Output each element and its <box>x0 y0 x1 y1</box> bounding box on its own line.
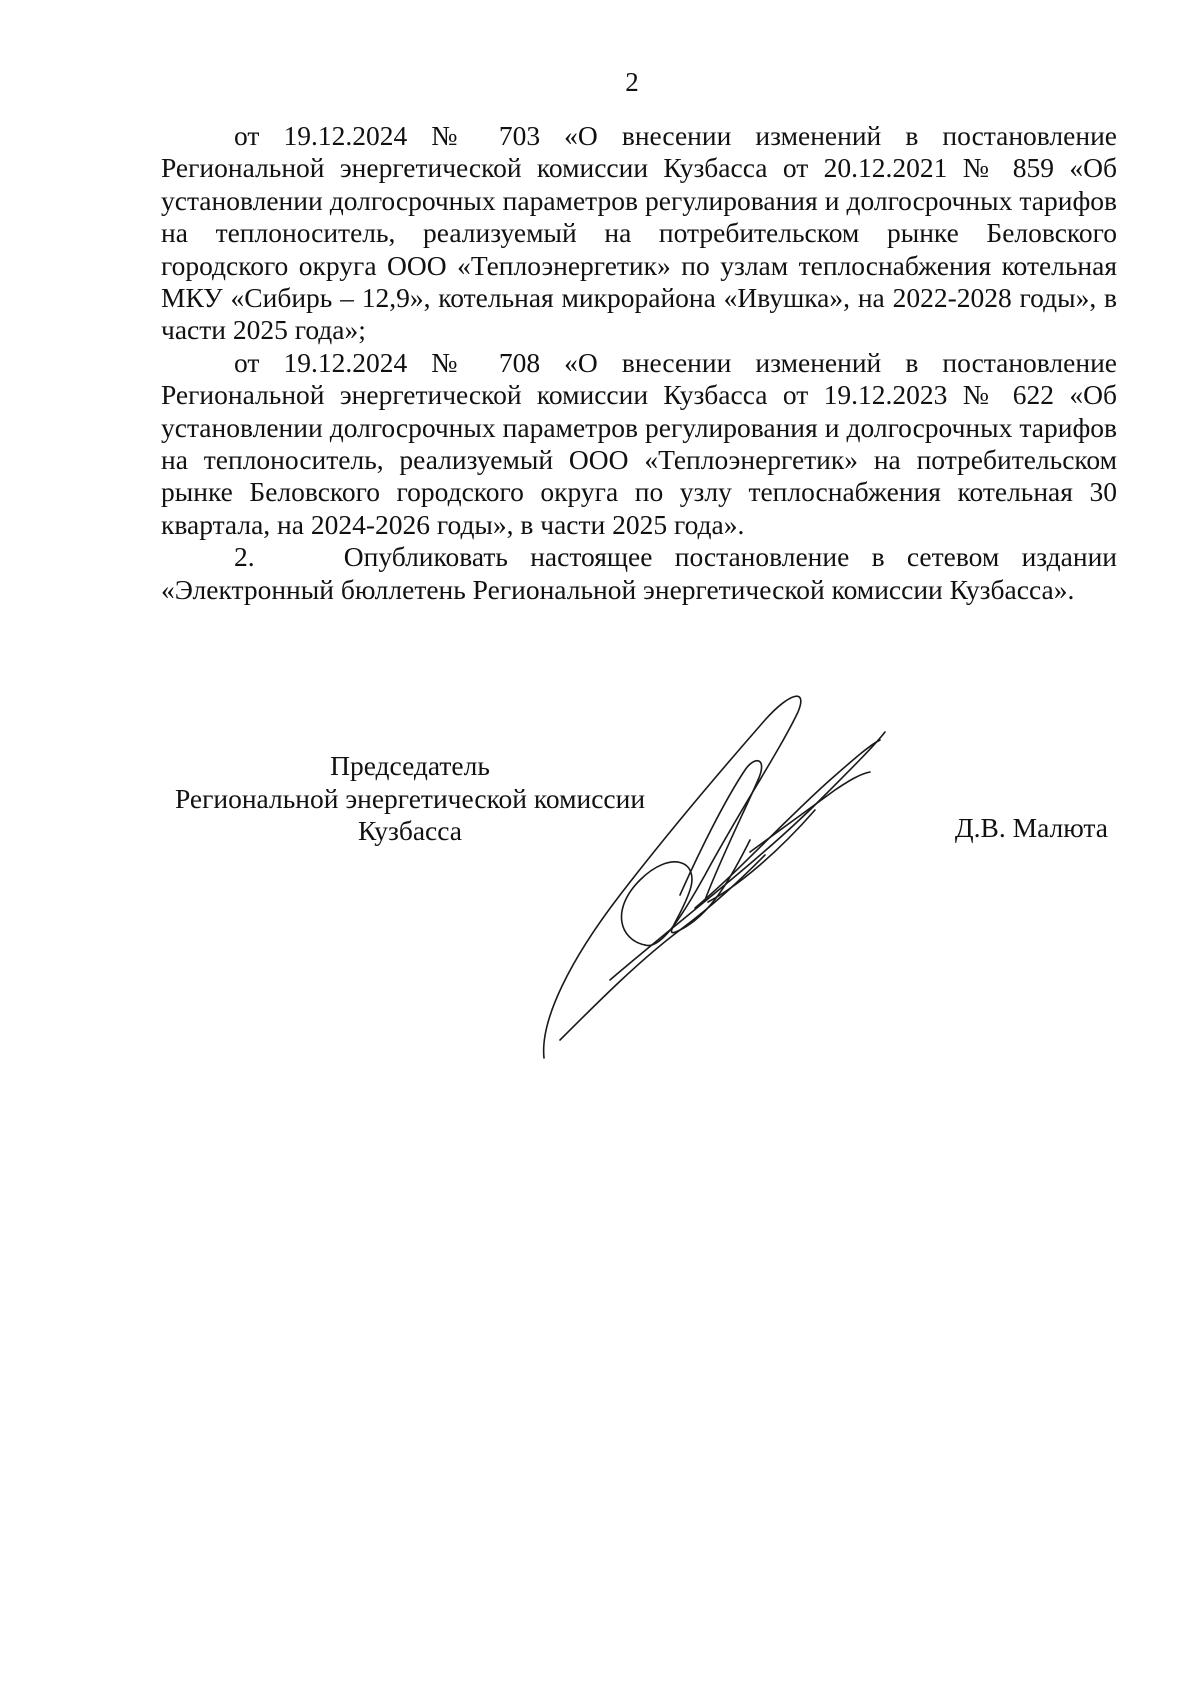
handwritten-signature <box>540 690 970 1070</box>
paragraph-resolution-703: от 19.12.2024 № 703 «О внесении изменений в постановление Региональной энергетической комиссии Кузбасса от 20.12.2021 № 859 «Об установлении долгосрочных параметров регулирования и долгосрочных тарифов на теплоноситель, реализуемый на потребительском рынке Беловского городского округа ООО «Теплоэнергетик» по узлам теплоснабжения котельная МКУ «Сибирь – 12,9», котельная микрорайона «Ивушка», на 2022-2028 годы», в части 2025 года»; <box>161 120 1117 346</box>
document-body <box>161 120 1124 606</box>
signatory-position-line-2: Региональной энергетической комиссии <box>174 782 646 814</box>
signatory-name: Д.В. Малюта <box>954 812 1108 843</box>
paragraph-resolution-708: от 19.12.2024 № 708 «О внесении изменений в постановление Региональной энергетической комиссии Кузбасса от 19.12.2023 № 622 «Об установлении долгосрочных параметров регулирования и долгосрочных тарифов на теплоноситель, реализуемый ООО «Теплоэнергетик» на потребительском рынке Беловского городского округа по узлу теплоснабжения котельная 30 квартала, на 2024-2026 годы», в части 2025 года». <box>161 346 1117 540</box>
signatory-position-line-1: Председатель <box>330 750 490 781</box>
page-number: 2 <box>625 67 639 97</box>
signatory-position-line-3: Кузбасса <box>357 815 463 846</box>
paragraph-publication-clause: 2. Опубликовать настоящее постановление в сетевом издании «Электронный бюллетень Региональной энергетической комиссии Кузбасса». <box>161 541 1124 605</box>
